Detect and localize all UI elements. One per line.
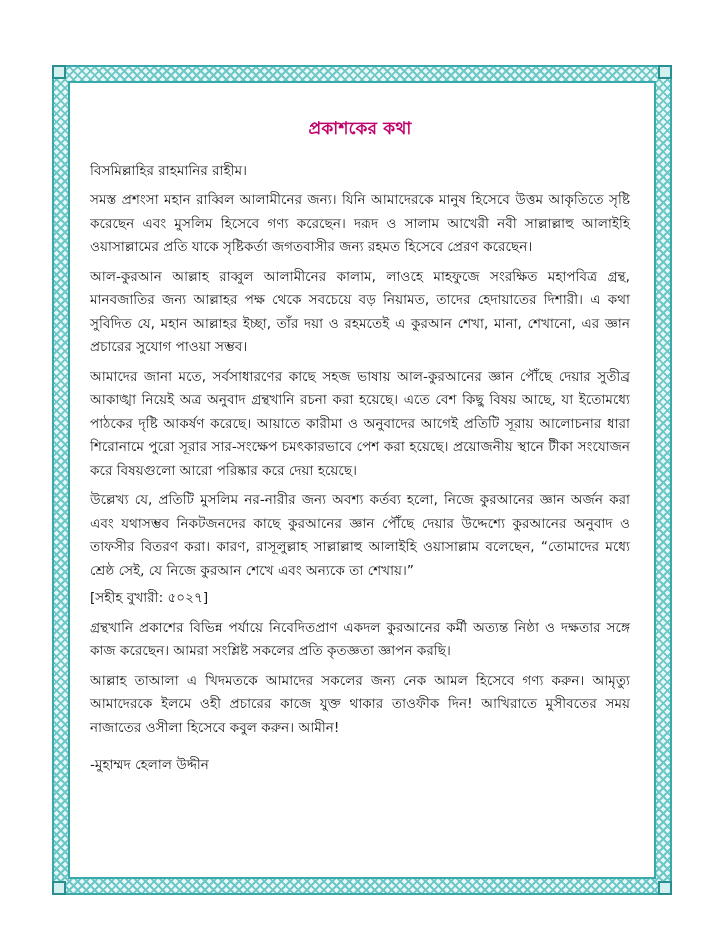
preface-content [90, 118, 630, 784]
author-signature: -মুহাম্মদ হেলাল উদ্দীন [90, 757, 209, 773]
border-corner-ornament [52, 881, 66, 895]
border-corner-ornament [658, 881, 672, 895]
paragraph-praise: সমস্ত প্রশংসা মহান রাব্বিল আলামীনের জন্য। যিনি আমাদেরকে মানুষ হিসেবে উত্তম আকৃতিতে সৃষ্টি করেছেন এবং মুসলিম হিসেবে গণ্য করেছেন। দরূদ ও সালাম আখেরী নবী সাল্লাল্লাহু আলাইহি ওয়াসাল্লামের প্রতি যাকে সৃষ্টিকর্তা জগতবাসীর জন্য রহমত হিসেবে প্রেরণ করেছেন। [90, 192, 630, 255]
border-corner-ornament [658, 65, 672, 79]
paragraph-quran-intro: আল-কুরআন আল্লাহ রাব্বুল আলামীনের কালাম, লাওহে মাহফুজে সংরক্ষিত মহাপবিত্র গ্রন্থ, মানবজাতির জন্য আল্লাহর পক্ষ থেকে সবচেয়ে বড় নিয়ামত, তাদের হেদায়াতের দিশারী। এ কথা সুবিদিত যে, মহান আল্লাহর ইচ্ছা, তাঁর দয়া ও রহমতেই এ কুরআন শেখা, মানা, শেখানো, এর জ্ঞান প্রচারের সুযোগ পাওয়া সম্ভব। [90, 268, 630, 355]
paragraph-prayer: আল্লাহ তাআলা এ খিদমতকে আমাদের সকলের জন্য নেক আমল হিসেবে গণ্য করুন। আমৃত্যু আমাদেরকে ইলমে ওহী প্রচারের কাজে যুক্ত থাকার তাওফীক দিন! আখিরাতে মুসীবতের সময় নাজাতের ওসীলা হিসেবে কবুল করুন। আমীন! [90, 672, 630, 736]
page-title: প্রকাশকের কথা [308, 119, 412, 139]
paragraph-translation-purpose: আমাদের জানা মতে, সর্বসাধারণের কাছে সহজ ভাষায় আল-কুরআনের জ্ঞান পৌঁছে দেয়ার সুতীব্র আকাঙ্খা নিয়েই অত্র অনুবাদ গ্রন্থখানি রচনা করা হয়েছে। এতে বেশ কিছু বিষয় আছে, যা ইতোমধ্যে পাঠকের দৃষ্টি আকর্ষণ করেছে। আয়াতে কারীমা ও অনুবাদের আগেই প্রতিটি সূরায় আলোচনার ধারা শিরোনামে পুরো সূরার সার-সংক্ষেপ চমৎকারভাবে পেশ করা হয়েছে। প্রয়োজনীয় স্থানে টীকা সংযোজন করে বিষয়গুলো আরো পরিষ্কার করে দেয়া হয়েছে। [90, 368, 630, 479]
paragraph-acknowledgement: গ্রন্থখানি প্রকাশের বিভিন্ন পর্যায়ে নিবেদিতপ্রাণ একদল কুরআনের কর্মী অত্যন্ত নিষ্ঠা ও দক্ষতার সঙ্গে কাজ করেছেন। আমরা সংশ্লিষ্ট সকলের প্রতি কৃতজ্ঞতা জ্ঞাপন করছি। [90, 619, 630, 659]
bismillah-line: বিসমিল্লাহির রাহমানির রাহীম। [90, 162, 248, 179]
paragraph-duty: উল্লেখ্য যে, প্রতিটি মুসলিম নর-নারীর জন্য অবশ্য কর্তব্য হলো, নিজে কুরআনের জ্ঞান অর্জন করা এবং যথাসম্ভব নিকটজনদের কাছে কুরআনের জ্ঞান পৌঁছে দেয়ার উদ্দেশ্যে কুরআনের অনুবাদ ও তাফসীর বিতরণ করা। কারণ, রাসূলুল্লাহ সাল্লাল্লাহু আলাইহি ওয়াসাল্লাম বলেছেন, “তোমাদের মধ্যে শ্রেষ্ঠ সেই, যে নিজে কুরআন শেখে এবং অন্যকে তা শেখায়।” [90, 492, 630, 579]
border-corner-ornament [52, 65, 66, 79]
hadith-reference: [সহীহ বুখারী: ৫০২৭] [90, 590, 209, 606]
